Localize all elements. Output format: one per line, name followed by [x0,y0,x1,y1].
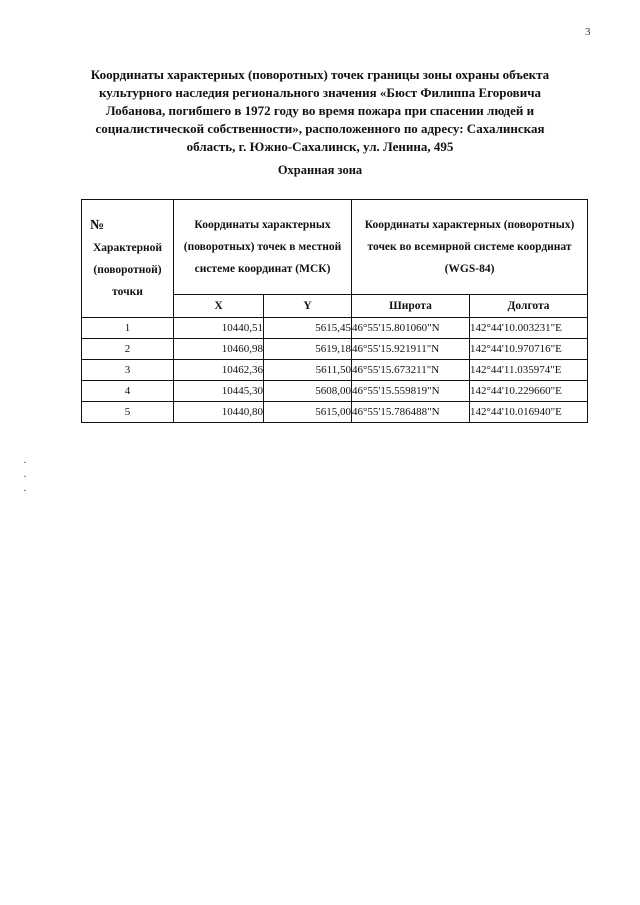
x-cell: 10440,80 [174,402,264,423]
page-number: 3 [585,26,591,38]
point-number-cell: 4 [82,381,174,402]
point-number-cell: 3 [82,360,174,381]
wgs-header: Координаты характерных (поворотных) точек во всемирной системе координат (WGS-84) [352,200,588,295]
longitude-cell: 142°44'10.229660"E [470,381,588,402]
table-row [82,381,588,402]
table-row [82,360,588,381]
longitude-cell: 142°44'10.970716"E [470,339,588,360]
point-number-cell: 1 [82,318,174,339]
y-cell: 5615,00 [264,402,352,423]
table-row [82,339,588,360]
longitude-cell: 142°44'11.035974"E [470,360,588,381]
y-cell: 5611,50 [264,360,352,381]
table-row [82,318,588,339]
latitude-cell: 46°55'15.559819"N [352,381,470,402]
scan-speck-marks: · · · [23,455,27,497]
table-row [82,402,588,423]
document-title: Координаты характерных (поворотных) точек границы зоны охраны объекта культурного наследия регионального значения «Бюст Филиппа Егоровича Лобанова, погибшего в 1972 году во время пожара при спасении людей и социалистической собственности», расположенного по адресу: Сахалинская область, г. Южно-Сахалинск, ул. Ленина, 495 [90,67,550,154]
y-header: Y [264,295,352,318]
latitude-cell: 46°55'15.801060"N [352,318,470,339]
point-number-header-label: Характерной (поворотной) точки [93,241,162,298]
longitude-header: Долгота [470,295,588,318]
number-sign: № [90,217,105,233]
y-cell: 5619,18 [264,339,352,360]
point-number-cell: 2 [82,339,174,360]
x-cell: 10460,98 [174,339,264,360]
x-cell: 10445,30 [174,381,264,402]
y-cell: 5615,45 [264,318,352,339]
x-header: X [174,295,264,318]
latitude-header: Широта [352,295,470,318]
point-number-header [82,200,174,318]
latitude-cell: 46°55'15.786488"N [352,402,470,423]
longitude-cell: 142°44'10.016940"E [470,402,588,423]
point-number-cell: 5 [82,402,174,423]
x-cell: 10440,51 [174,318,264,339]
msk-header: Координаты характерных (поворотных) точек в местной системе координат (МСК) [174,200,352,295]
zone-title: Охранная зона [277,163,363,177]
longitude-cell: 142°44'10.003231"E [470,318,588,339]
latitude-cell: 46°55'15.673211"N [352,360,470,381]
y-cell: 5608,00 [264,381,352,402]
coordinates-table [81,199,588,423]
x-cell: 10462,36 [174,360,264,381]
latitude-cell: 46°55'15.921911"N [352,339,470,360]
